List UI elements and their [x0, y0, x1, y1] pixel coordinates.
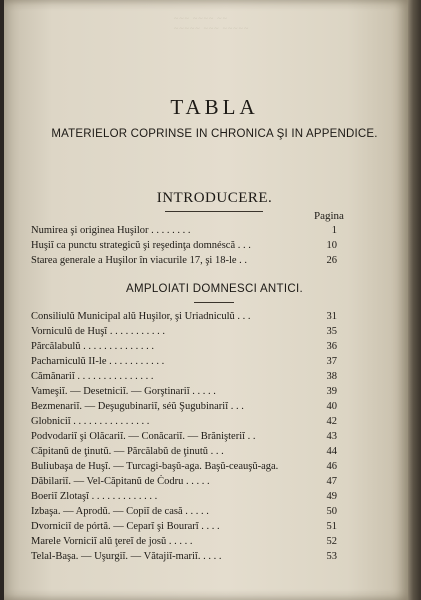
section-divider: [165, 211, 263, 212]
toc-entry-page: 35: [326, 326, 337, 337]
book-page: [4, 0, 408, 600]
toc-entry-label: Consiliulŭ Municipal alŭ Huşilor, şi Uriadniculŭ . . .: [31, 311, 251, 322]
toc-row: [31, 240, 337, 256]
toc-entry-page: 46: [326, 461, 337, 472]
toc-entry-label: Cămănariĭ . . . . . . . . . . . . . . .: [31, 371, 154, 382]
toc-entry-label: Starea generale a Huşilor în viacurile 17, şi 18-le . .: [31, 255, 248, 266]
toc-row: [31, 431, 337, 447]
toc-entry-page: 47: [326, 476, 337, 487]
toc-entry-page: 44: [326, 446, 337, 457]
toc-entry-page: 39: [326, 386, 337, 397]
toc-entry-page: 43: [326, 431, 337, 442]
toc-row: [31, 341, 337, 357]
toc-entry-label: Boeriĭ Zlotaşĭ . . . . . . . . . . . . .: [31, 491, 158, 502]
section-heading-amploiati: AMPLOIATI DOMNESCI ANTICI.: [126, 283, 303, 295]
page-title: TABLA: [170, 95, 259, 119]
toc-entry-label: Bezmenariĭ. — Deşugubinariĭ, séŭ Şugubinariĭ . . .: [31, 401, 244, 412]
toc-entry-page: 51: [326, 521, 337, 532]
section-heading-introducere: INTRODUCERE.: [156, 190, 273, 206]
toc-entry-page: 36: [326, 341, 337, 352]
toc-row: [31, 551, 337, 567]
page-subtitle: MATERIELOR COPRINSE IN CHRONICA ŞI IN APPENDICE.: [51, 128, 378, 140]
toc-row: [31, 401, 337, 417]
toc-row: [31, 536, 337, 552]
toc-row: [31, 386, 337, 402]
toc-entry-label: Pacharniculŭ II-le . . . . . . . . . . .: [31, 356, 165, 367]
toc-entry-label: Dăbilariĭ. — Vel-Căpitanŭ de Ċodru . . . . .: [31, 476, 210, 487]
toc-row: [31, 491, 337, 507]
toc-row: [31, 371, 337, 387]
toc-entry-page: 52: [326, 536, 337, 547]
toc-row: [31, 476, 337, 492]
toc-entry-label: Buliubaşa de Huşĭ. — Turcagi-başŭ-aga. Başŭ-ceauşŭ-aga.: [31, 461, 279, 472]
toc-row: [31, 506, 337, 522]
toc-entry-page: 1: [331, 225, 337, 236]
toc-entry-label: Telal-Başa. — Uşurgiĭ. — Vătajiĭ-mariĭ. . . . .: [31, 551, 222, 562]
toc-entry-label: Părcălabulŭ . . . . . . . . . . . . . .: [31, 341, 155, 352]
toc-row: [31, 356, 337, 372]
toc-row: [31, 521, 337, 537]
toc-row: [31, 326, 337, 342]
toc-entry-label: Numirea şi originea Huşilor . . . . . . . .: [31, 225, 191, 236]
toc-entry-label: Vorniculŭ de Huşĭ . . . . . . . . . . .: [31, 326, 165, 337]
toc-entry-label: Globniciĭ . . . . . . . . . . . . . . .: [31, 416, 150, 427]
toc-entry-page: 53: [326, 551, 337, 562]
toc-entry-page: 50: [326, 506, 337, 517]
show-through-text: ~~~ ~~~~ ~~ ~~~~~ ~~~ ~~~~~: [174, 14, 250, 33]
section-divider: [194, 302, 234, 303]
toc-row: [31, 225, 337, 241]
toc-entry-page: 26: [326, 255, 337, 266]
toc-entry-page: 49: [326, 491, 337, 502]
toc-row: [31, 461, 337, 477]
toc-entry-page: 10: [326, 240, 337, 251]
toc-entry-label: Căpitanŭ de ţinutŭ. — Părcălabŭ de ţinutŭ . . .: [31, 446, 224, 457]
toc-row: [31, 255, 337, 271]
toc-entry-label: Marele Vorniciĭ alŭ ţereĭ de josŭ . . . . .: [31, 536, 193, 547]
toc-entry-page: 31: [326, 311, 337, 322]
toc-entry-label: Dvorniciĭ de pórtă. — Ceparĭ şi Bourarĭ . . . .: [31, 521, 220, 532]
toc-entry-page: 40: [326, 401, 337, 412]
toc-entry-page: 42: [326, 416, 337, 427]
toc-entry-label: Huşiĭ ca punctu strategicŭ şi reşedinţa domnéscă . . .: [31, 240, 251, 251]
toc-entry-page: 37: [326, 356, 337, 367]
toc-entry-page: 38: [326, 371, 337, 382]
toc-entry-label: Podvodariĭ şi Olăcariĭ. — Conăcariĭ. — Brănişteriĭ . .: [31, 431, 256, 442]
toc-entry-label: Izbaşa. — Aprodŭ. — Copiĭ de casă . . . . .: [31, 506, 209, 517]
toc-row: [31, 416, 337, 432]
book-spine-shadow: [408, 0, 421, 600]
toc-row: [31, 311, 337, 327]
page-column-label: Pagina: [314, 210, 344, 222]
toc-entry-label: Vameşiĭ. — Desetniciĭ. — Gorştinariĭ . . . . .: [31, 386, 216, 397]
toc-row: [31, 446, 337, 462]
